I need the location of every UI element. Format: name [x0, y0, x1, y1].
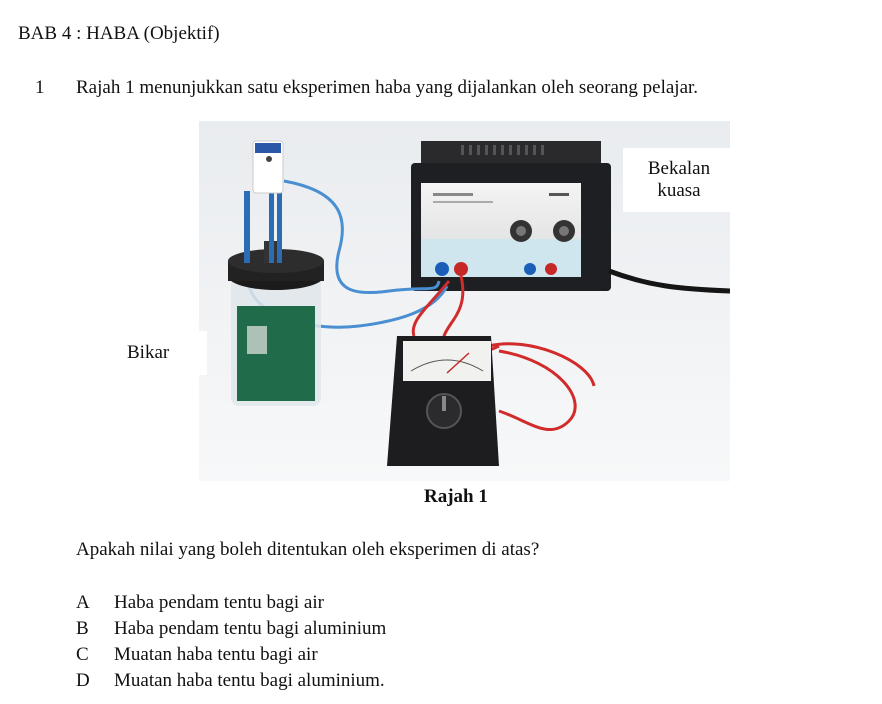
power-supply-label-line2: kuasa: [657, 180, 701, 201]
option-letter: B: [76, 618, 89, 639]
question-prompt: Apakah nilai yang boleh ditentukan oleh eksperimen di atas?: [76, 539, 540, 560]
beaker-label-text: Bikar: [127, 342, 170, 363]
option-letter: C: [76, 644, 89, 665]
multimeter: [387, 336, 499, 466]
option-d[interactable]: [76, 670, 385, 692]
question-number: 1: [35, 77, 45, 98]
figure-caption: Rajah 1: [424, 486, 488, 507]
option-text: Haba pendam tentu bagi aluminium: [114, 618, 387, 639]
power-supply-label-line1: Bekalan: [647, 158, 711, 179]
option-text: Haba pendam tentu bagi air: [114, 592, 324, 613]
experiment-photo: [127, 121, 730, 481]
option-text: Muatan haba tentu bagi air: [114, 644, 318, 665]
option-b[interactable]: [76, 618, 386, 640]
option-c[interactable]: [76, 644, 318, 666]
power-supply: [411, 141, 611, 291]
beaker-label: [117, 331, 207, 375]
chapter-heading: BAB 4 : HABA (Objektif): [18, 23, 220, 44]
option-a[interactable]: [76, 592, 324, 614]
power-supply-label: [623, 148, 735, 212]
option-letter: D: [76, 670, 90, 691]
question-text: Rajah 1 menunjukkan satu eksperimen haba yang dijalankan oleh seorang pelajar.: [76, 77, 699, 98]
option-text: Muatan haba tentu bagi aluminium.: [114, 670, 385, 691]
option-letter: A: [76, 592, 90, 613]
